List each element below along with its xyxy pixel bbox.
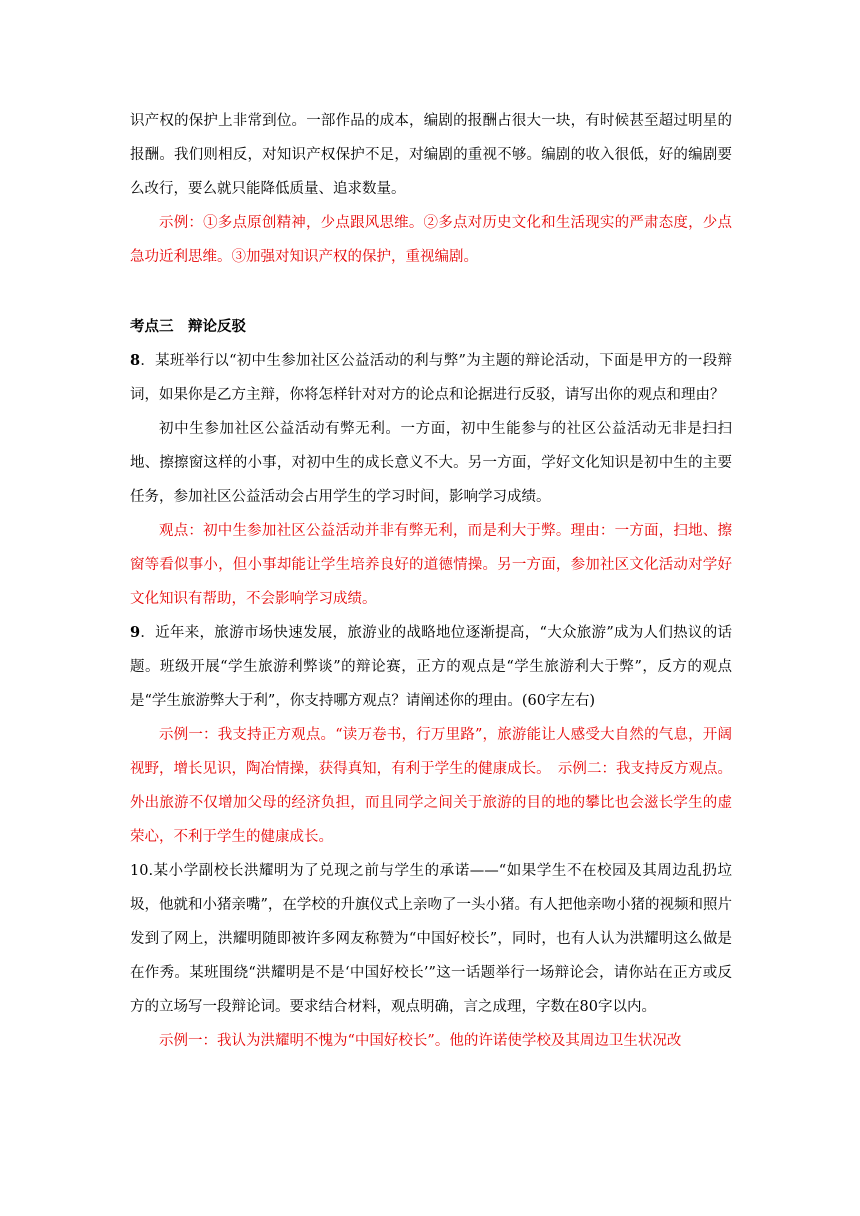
question-9-text: ．近年来，旅游市场快速发展，旅游业的战略地位逐渐提高，“大众旅游”成为人们热议的话题。班级开展“学生旅游利弊谈”的辩论赛，正方的观点是“学生旅游利大于弊”，反方的观点是“学生旅游弊大于利”，你支持哪方观点？请阐述你的理由。(60字左右)	[130, 625, 732, 709]
passage-continuation: 识产权的保护上非常到位。一部作品的成本，编剧的报酬占很大一块，有时候甚至超过明星的报酬。我们则相反，对知识产权保护不足，对编剧的重视不够。编剧的收入很低，好的编剧要么改行，要么就只能降低质量、追求数量。	[130, 113, 732, 197]
answer-7: 示例：①多点原创精神，少点跟风思维。②多点对历史文化和生活现实的严肃态度，少点急功近利思维。③加强对知识产权的保护，重视编剧。	[130, 215, 732, 265]
section-heading: 考点三 辩论反驳	[130, 318, 246, 335]
question-9-number: 9	[130, 624, 141, 641]
question-8-text: ．某班举行以“初中生参加社区公益活动的利与弊”为主题的辩论活动，下面是甲方的一段辩词，如果你是乙方主辩，你将怎样针对对方的论点和论据进行反驳，请写出你的观点和理由？	[130, 353, 732, 403]
answer-10: 示例一：我认为洪耀明不愧为“中国好校长”。他的许诺使学校及其周边卫生状况改	[159, 1033, 682, 1049]
question-10-number: 10.	[130, 863, 154, 879]
question-10-text: 某小学副校长洪耀明为了兑现之前与学生的承诺——“如果学生不在校园及其周边乱扔垃圾，他就和小猪亲嘴”，在学校的升旗仪式上亲吻了一头小猪。有人把他亲吻小猪的视频和照片发到了网上，洪耀明随即被许多网友称赞为“中国好校长”，同时，也有人认为洪耀明这么做是在作秀。某班围绕“洪耀明是不是‘中国好校长’”这一话题举行一场辩论会，请你站在正方或反方的立场写一段辩论词。要求结合材料，观点明确，言之成理，字数在80字以内。	[130, 863, 732, 1015]
document-page	[130, 104, 732, 1058]
answer-9: 示例一：我支持正方观点。“读万卷书，行万里路”，旅游能让人感受大自然的气息，开阔视野，增长见识，陶冶情操，获得真知，有利于学生的健康成长。 示例二：我支持反方观点。外出旅游不仅增加父母的经济负担，而且同学之间关于旅游的目的地的攀比也会滋长学生的虚荣心，不利于学生的健康成长。	[130, 727, 732, 845]
question-9	[130, 616, 732, 718]
question-10	[130, 854, 732, 1024]
question-8	[130, 344, 732, 412]
question-8-number: 8	[130, 352, 141, 369]
answer-8: 观点：初中生参加社区公益活动并非有弊无利，而是利大于弊。理由：一方面，扫地、擦窗等看似事小，但小事却能让学生培养良好的道德情操。另一方面，参加社区文化活动对学好文化知识有帮助，不会影响学习成绩。	[130, 523, 732, 607]
question-8-material: 初中生参加社区公益活动有弊无利。一方面，初中生能参与的社区公益活动无非是扫扫地、擦擦窗这样的小事，对初中生的成长意义不大。另一方面，学好文化知识是初中生的主要任务，参加社区公益活动会占用学生的学习时间，影响学习成绩。	[130, 421, 732, 505]
